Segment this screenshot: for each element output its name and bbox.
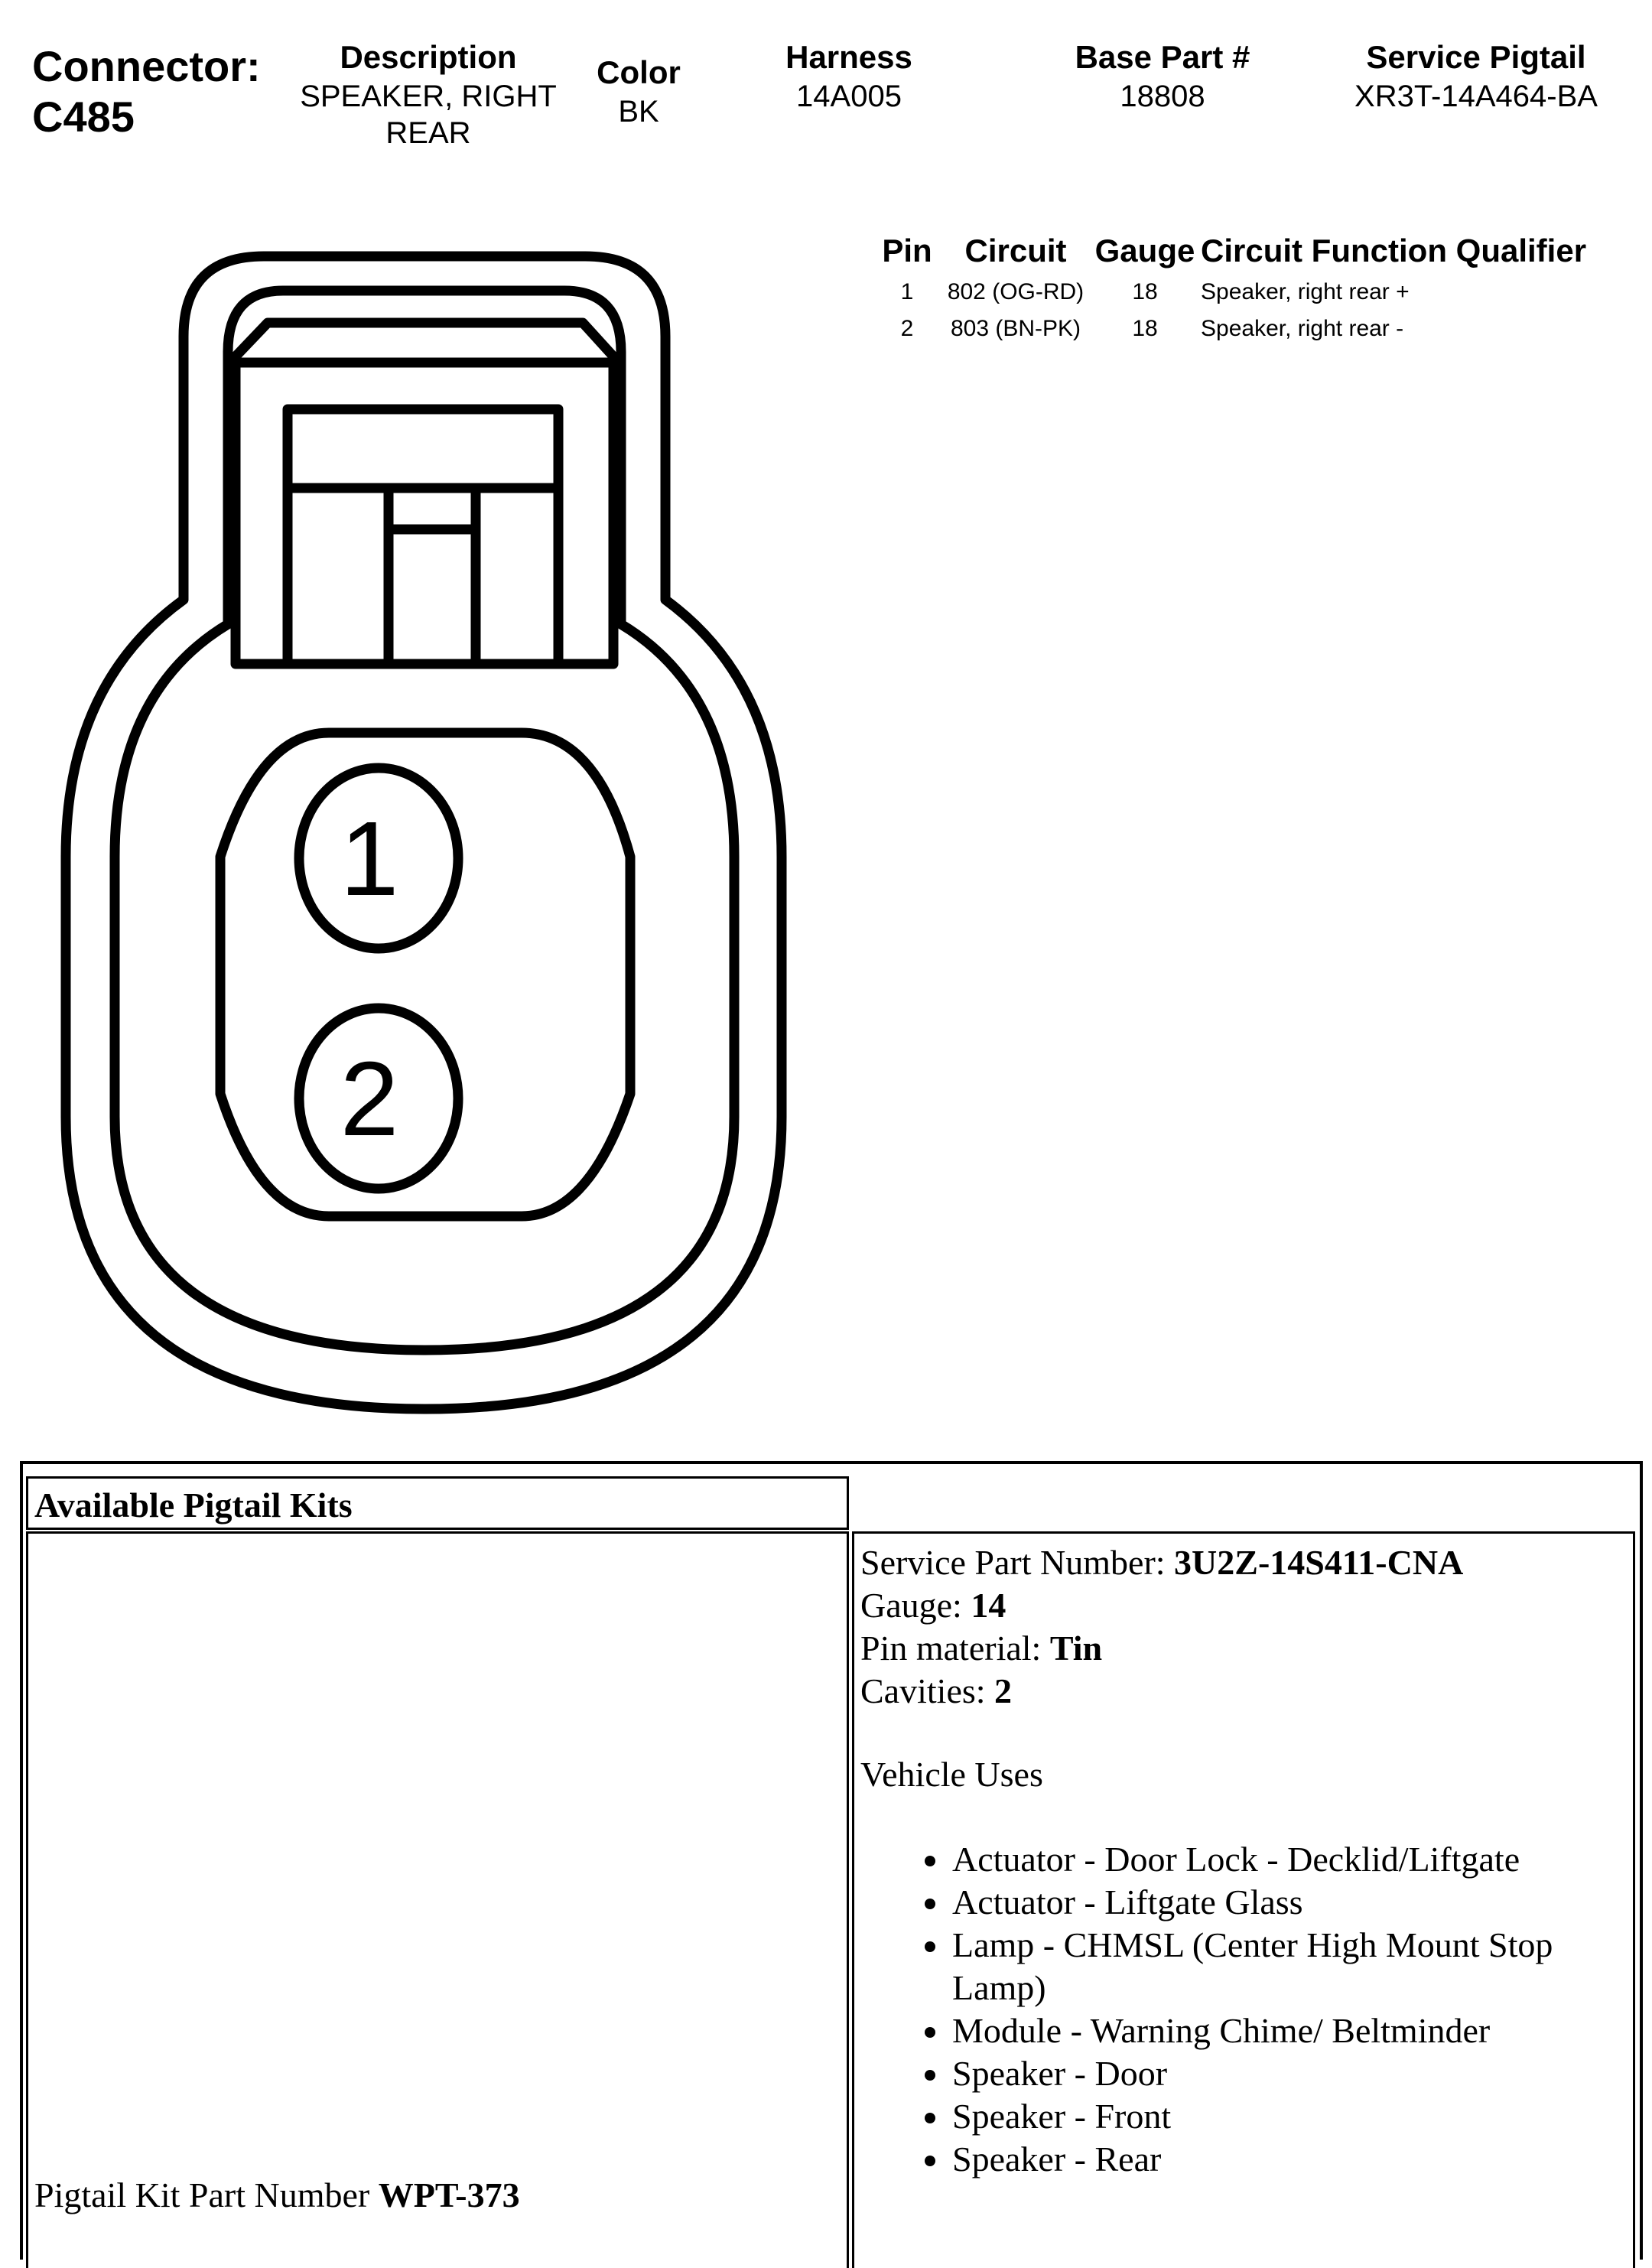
circuit-function-header: Circuit Function (1201, 233, 1447, 268)
function-header (1201, 228, 1586, 274)
pin-1-label: 1 (340, 800, 399, 918)
description-label: Description (340, 39, 517, 75)
vehicle-uses-list (860, 1838, 1624, 2181)
pin-cell: 1 (900, 279, 914, 304)
pin-table (872, 228, 1586, 347)
pin-table-header (872, 228, 1586, 274)
harness-value: 14A005 (796, 80, 902, 113)
circuit-cell: 802 (OG-RD) (947, 279, 1085, 304)
gauge-cell: 18 (1132, 279, 1158, 304)
description-value-line2: REAR (385, 116, 471, 150)
base-part-value: 18808 (1120, 80, 1205, 113)
list-item: • Actuator - Door Lock - Decklid/Liftgate (951, 1838, 1624, 1881)
pin-material-value: Tin (1049, 1629, 1103, 1668)
table-row (872, 274, 1586, 311)
list-item: • Speaker - Door (951, 2052, 1624, 2095)
connector-label: Connector: (32, 42, 261, 90)
service-part-value: 3U2Z-14S411-CNA (1174, 1543, 1464, 1582)
harness-label: Harness (785, 39, 912, 75)
kit-number-label: Pigtail Kit Part Number (34, 2175, 379, 2214)
available-pigtail-kits-header (26, 1476, 849, 1530)
cavities-value: 2 (994, 1671, 1013, 1710)
service-part-label: Service Part Number: (860, 1543, 1175, 1582)
pigtail-kit-cell (26, 1531, 849, 2268)
inner-housing-outline (115, 291, 734, 1350)
function-cell: Speaker, right rear + (1201, 279, 1410, 304)
gauge-cell: 18 (1132, 316, 1158, 341)
description-value-line1: SPEAKER, RIGHT (300, 80, 557, 113)
pin-2-label: 2 (340, 1040, 399, 1158)
service-pigtail-label: Service Pigtail (1366, 39, 1586, 75)
color-label: Color (597, 54, 681, 90)
cavities-label: Cavities: (860, 1671, 995, 1710)
service-pigtail-column (1308, 37, 1644, 115)
gauge-header: Gauge (1094, 233, 1195, 268)
latch-window (288, 409, 558, 664)
kit-number-value: WPT-373 (378, 2175, 520, 2214)
list-item: • Speaker - Front (951, 2095, 1624, 2138)
pin-header: Pin (882, 233, 932, 268)
latch-notch (389, 488, 476, 664)
vehicle-uses-label: Vehicle Uses (860, 1755, 1043, 1794)
gauge-value: 14 (971, 1586, 1006, 1625)
pin-material (860, 1627, 1625, 1670)
list-item: • Speaker - Rear (951, 2138, 1624, 2181)
pigtail-details-cell (852, 1531, 1635, 2268)
outer-housing-outline (66, 256, 782, 1409)
gauge (860, 1584, 1625, 1627)
service-pigtail-value: XR3T-14A464-BA (1354, 80, 1598, 113)
pin-material-label: Pin material: (860, 1629, 1050, 1668)
base-part-column (1048, 37, 1277, 115)
pigtail-spec (860, 1541, 1625, 1713)
qualifier-header: Qualifier (1455, 233, 1587, 268)
pin-cell: 2 (900, 316, 914, 341)
base-part-label: Base Part # (1075, 39, 1250, 75)
pigtail-kits-heading: Available Pigtail Kits (34, 1485, 353, 1524)
cavity-area-outline (220, 733, 630, 1216)
connector-id: C485 (32, 93, 135, 141)
list-item: • Module - Warning Chime/ Beltminder (951, 2009, 1624, 2052)
circuit-cell: 803 (BN-PK) (950, 316, 1081, 341)
cavities (860, 1670, 1625, 1713)
gauge-label: Gauge: (860, 1586, 971, 1625)
function-cell: Speaker, right rear - (1201, 316, 1404, 341)
circuit-header: Circuit (964, 233, 1067, 268)
pigtail-kit-part-number (34, 2175, 520, 2215)
color-value: BK (618, 95, 659, 129)
list-item: • Actuator - Liftgate Glass (951, 1881, 1624, 1924)
table-row (872, 311, 1586, 347)
service-part-number (860, 1541, 1625, 1584)
connector-diagram (0, 0, 841, 1438)
list-item: • Lamp - CHMSL (Center High Mount Stop Lamp) (951, 1924, 1624, 2009)
